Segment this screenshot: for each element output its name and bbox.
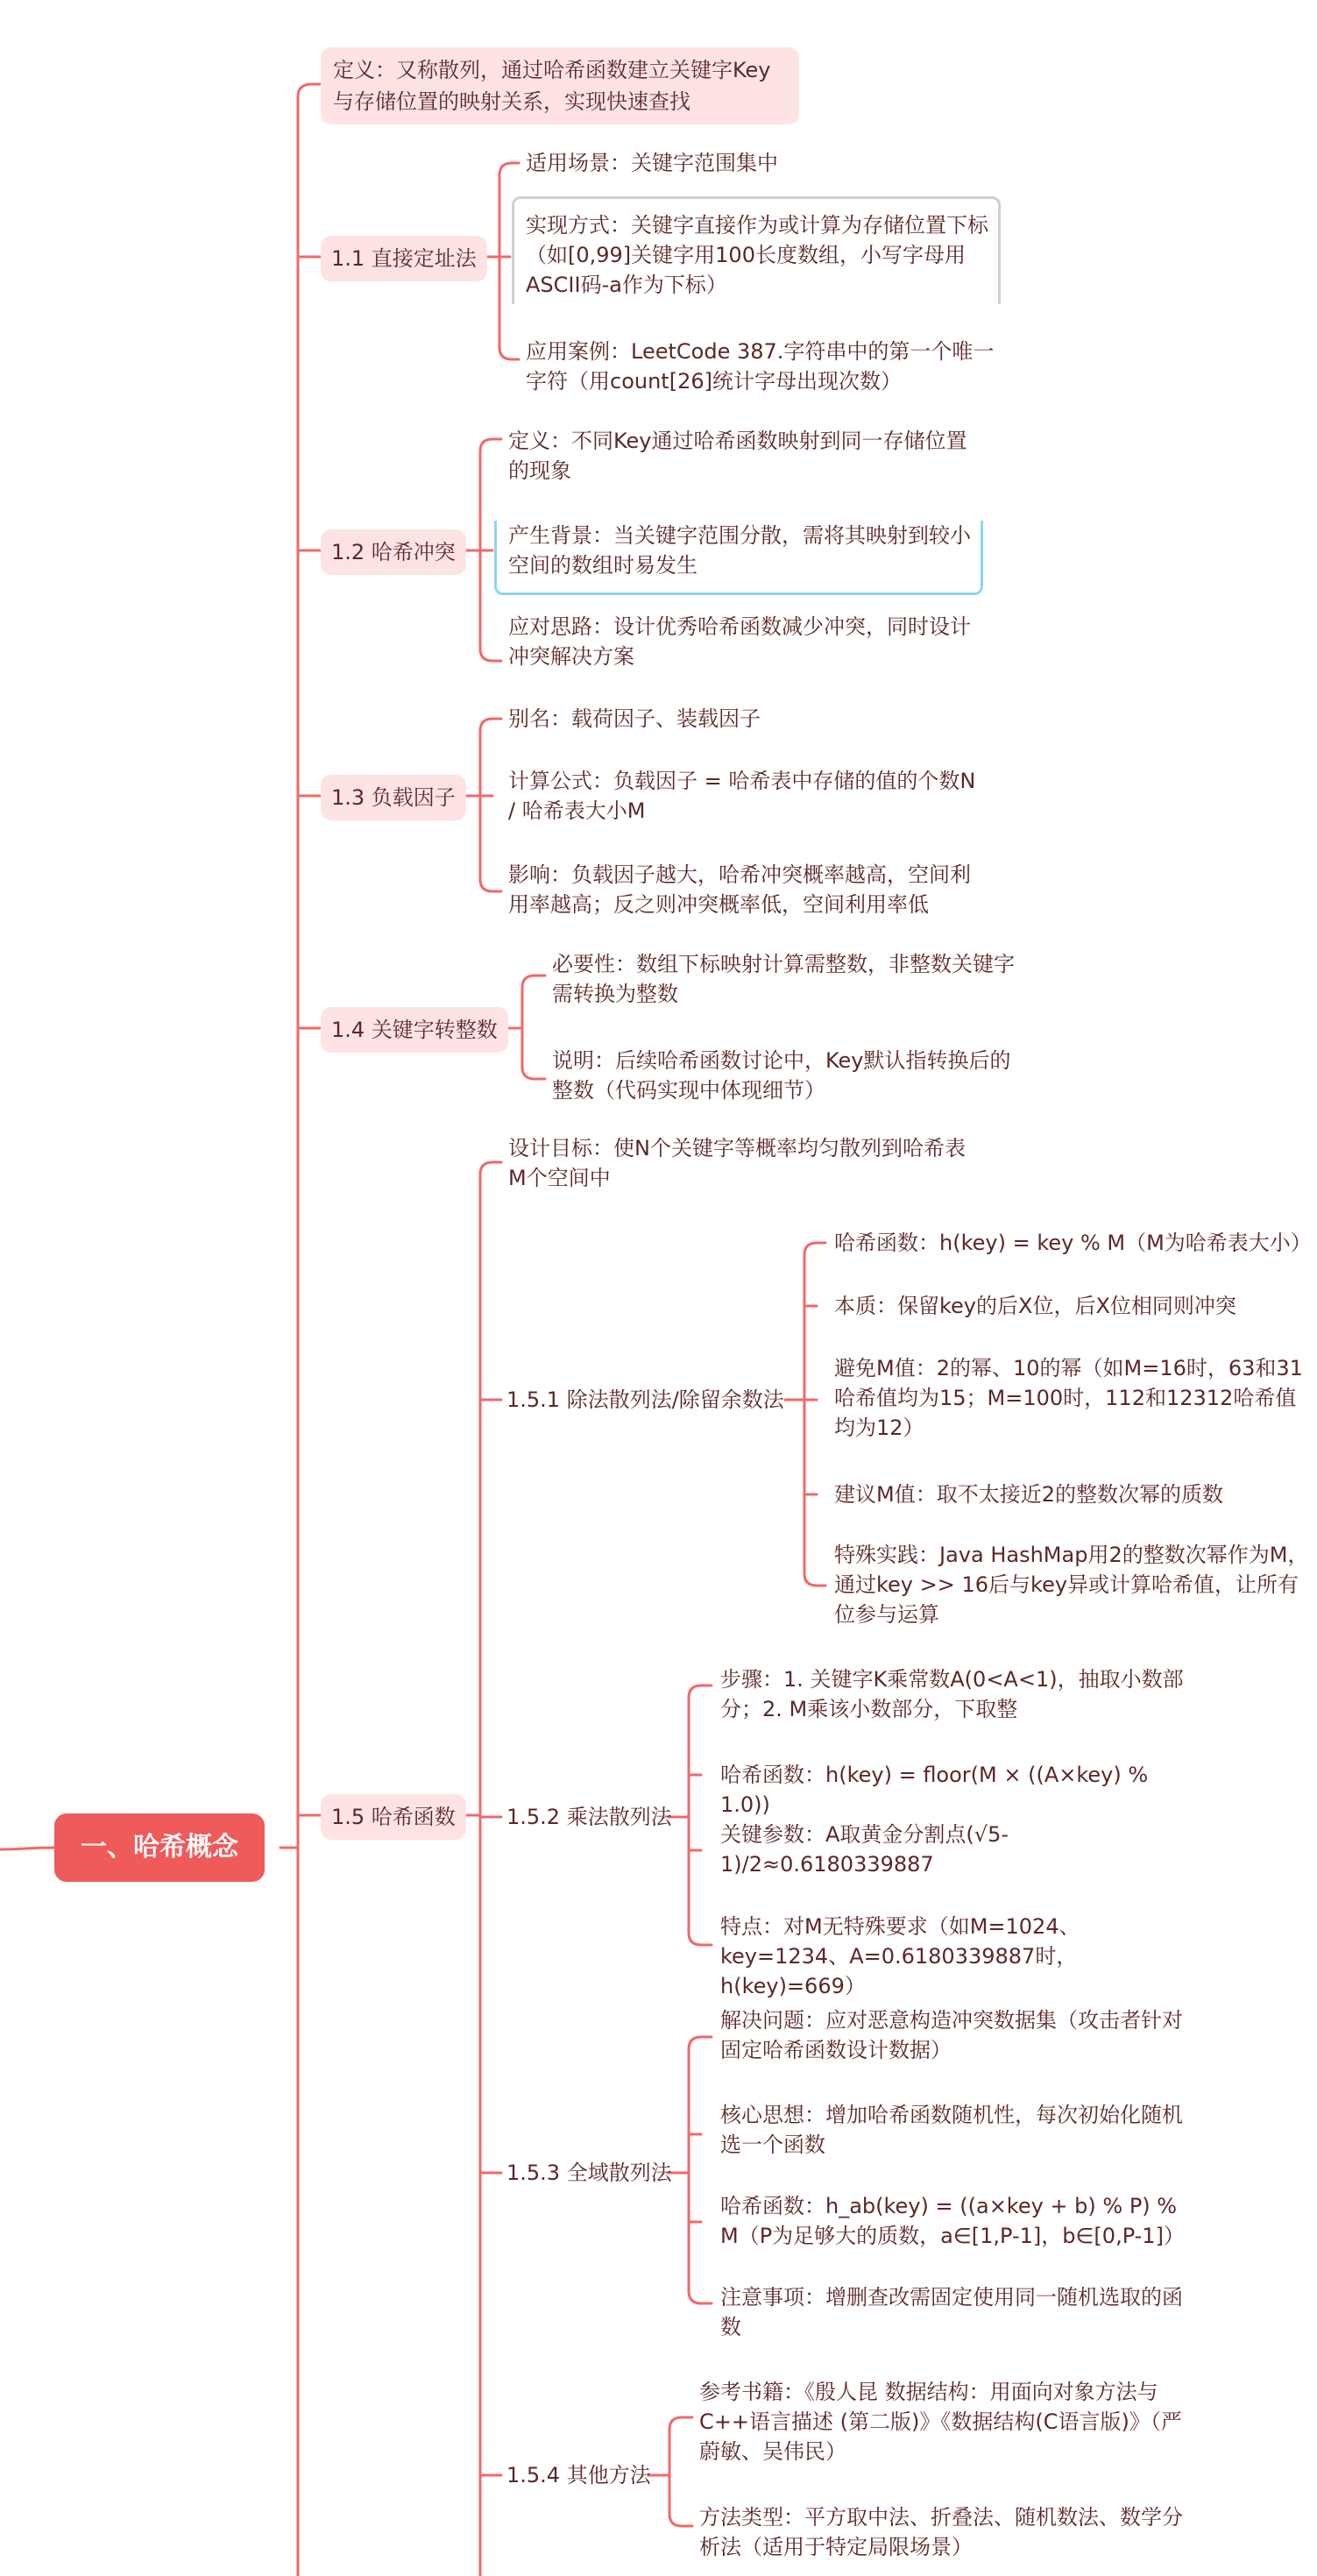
- m152-item-feature[interactable]: 特点：对M无特殊要求（如M=1024、key=1234、A=0.6180339887时，h(key)=669）: [720, 1914, 1080, 1998]
- s13-item-formula[interactable]: 计算公式：负载因子 = 哈希表中存储的值的个数N / 哈希表大小M: [508, 769, 976, 823]
- m154-item-references[interactable]: 参考书籍：《殷人昆 数据结构：用面向对象方法与C++语言描述 (第二版)》《数据结构(C语言版)》（严蔚敏、吴伟民）: [699, 2380, 1182, 2464]
- s12-item-definition[interactable]: 定义：不同Key通过哈希函数映射到同一存储位置的现象: [508, 429, 967, 483]
- m151-item-java-practice[interactable]: 特殊实践：Java HashMap用2的整数次幂作为M，通过key >> 16后与key异或计算哈希值，让所有位参与运算: [834, 1543, 1309, 1627]
- section-1-1-direct-addressing[interactable]: 1.1 直接定址法: [321, 236, 487, 281]
- root-topic[interactable]: 一、哈希概念: [54, 1813, 265, 1882]
- m152-item-parameter[interactable]: 关键参数：A取黄金分割点(√5-1)/2≈0.6180339887: [720, 1822, 1009, 1877]
- m154-item-types[interactable]: 方法类型：平方取中法、折叠法、随机数法、数学分析法（适用于特定局限场景）: [699, 2505, 1183, 2559]
- s13-item-alias[interactable]: 别名：载荷因子、装载因子: [508, 706, 761, 731]
- m153-item-caution[interactable]: 注意事项：增删查改需固定使用同一随机选取的函数: [720, 2285, 1183, 2339]
- s11-item-scenario[interactable]: 适用场景：关键字范围集中: [526, 151, 778, 175]
- m151-item-essence[interactable]: 本质：保留key的后X位，后X位相同则冲突: [834, 1294, 1236, 1318]
- m151-item-avoid-m[interactable]: 避免M值：2的幂、10的幂（如M=16时，63和31哈希值均为15；M=100时，112和12312哈希值均为12）: [834, 1356, 1303, 1440]
- s14-item-note[interactable]: 说明：后续哈希函数讨论中，Key默认指转换后的整数（代码实现中体现细节）: [552, 1048, 1011, 1103]
- section-1-3-load-factor[interactable]: 1.3 负载因子: [321, 775, 466, 820]
- s15-design-goal[interactable]: 设计目标：使N个关键字等概率均匀散列到哈希表M个空间中: [508, 1136, 966, 1190]
- method-1-5-4-others[interactable]: 1.5.4 其他方法: [506, 2463, 651, 2487]
- s13-item-impact[interactable]: 影响：负载因子越大，哈希冲突概率越高，空间利用率越高；反之则冲突概率低，空间利用率低: [508, 862, 971, 917]
- m152-item-steps[interactable]: 步骤：1. 关键字K乘常数A(0<A<1)，抽取小数部分；2. M乘该小数部分，下取整: [720, 1667, 1184, 1721]
- m151-item-function[interactable]: 哈希函数：h(key) = key % M（M为哈希表大小）: [834, 1231, 1312, 1255]
- m153-item-function[interactable]: 哈希函数：h_ab(key) = ((a×key + b) % P) % M（P为足够大的质数，a∈[1,P-1]，b∈[0,P-1]）: [720, 2194, 1185, 2248]
- section-1-2-hash-collision[interactable]: 1.2 哈希冲突: [321, 529, 466, 575]
- method-1-5-3-universal[interactable]: 1.5.3 全域散列法: [506, 2161, 672, 2185]
- section-1-5-hash-function[interactable]: 1.5 哈希函数: [321, 1794, 466, 1840]
- s12-item-background[interactable]: 产生背景：当关键字范围分散，需将其映射到较小空间的数组时易发生: [508, 523, 971, 578]
- s11-item-implementation[interactable]: 实现方式：关键字直接作为或计算为存储位置下标（如[0,99]关键字用100长度数组，小写字母用ASCII码-a作为下标）: [526, 213, 988, 297]
- section-1-4-key-to-integer[interactable]: 1.4 关键字转整数: [321, 1007, 508, 1053]
- method-1-5-2-multiplication[interactable]: 1.5.2 乘法散列法: [506, 1805, 672, 1829]
- method-1-5-1-division[interactable]: 1.5.1 除法散列法/除留余数法: [506, 1387, 784, 1412]
- s11-item-case[interactable]: 应用案例：LeetCode 387.字符串中的第一个唯一字符（用count[26]统计字母出现次数）: [526, 339, 995, 394]
- m152-item-function[interactable]: 哈希函数：h(key) = floor(M × ((A×key) % 1.0)): [720, 1763, 1149, 1817]
- m151-item-suggest-m[interactable]: 建议M值：取不太接近2的整数次幂的质数: [834, 1482, 1223, 1507]
- m153-item-core-idea[interactable]: 核心思想：增加哈希函数随机性，每次初始化随机选一个函数: [720, 2103, 1183, 2157]
- s14-item-necessity[interactable]: 必要性：数组下标映射计算需整数，非整数关键字需转换为整数: [552, 952, 1015, 1006]
- definition-node[interactable]: 定义：又称散列，通过哈希函数建立关键字Key与存储位置的映射关系，实现快速查找: [321, 47, 799, 124]
- s12-item-approach[interactable]: 应对思路：设计优秀哈希函数减少冲突，同时设计冲突解决方案: [508, 614, 971, 669]
- m153-item-problem[interactable]: 解决问题：应对恶意构造冲突数据集（攻击者针对固定哈希函数设计数据）: [720, 2008, 1183, 2062]
